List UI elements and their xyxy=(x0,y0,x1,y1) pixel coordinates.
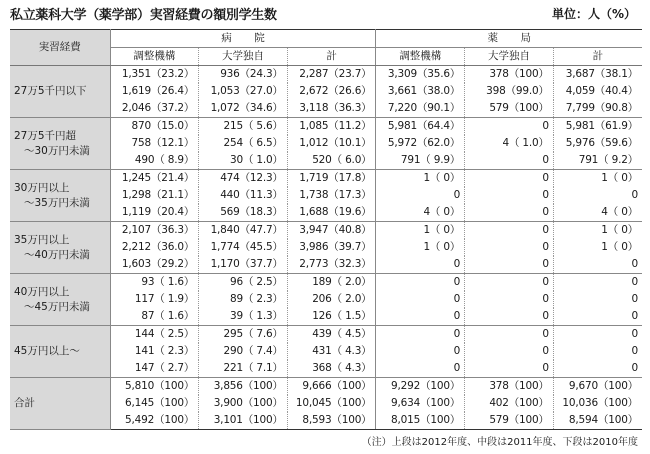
cell-hospital-total: 520（ 6.0） xyxy=(287,152,376,170)
cell-pharmacy-coordination: 791（ 9.9） xyxy=(376,152,465,170)
group-label xyxy=(10,326,110,378)
cell-pharmacy-total: 1（ 0） xyxy=(601,172,638,184)
cell-pharmacy-total: 5,976（59.6） xyxy=(565,137,638,149)
cell-hospital-coordination: 870（15.0） xyxy=(110,118,199,136)
cell-hospital-total: 3,986（39.7） xyxy=(287,239,376,256)
cell-hospital-coordination: 87（ 1.6） xyxy=(110,308,199,326)
cell-pharmacy-university: 0 xyxy=(465,187,554,204)
group-label xyxy=(10,118,110,170)
cell-pharmacy-total: 1（ 0） xyxy=(601,241,638,253)
cell-hospital-total: 2,287（23.7） xyxy=(287,66,376,84)
cell-hospital-coordination: 5,810（100） xyxy=(110,378,199,396)
cell-pharmacy-university: 0 xyxy=(465,239,554,256)
cell-hospital-coordination: 1,298（21.1） xyxy=(110,187,199,204)
cell-hospital-total: 1,719（17.8） xyxy=(287,170,376,188)
cell-hospital-university: 474（12.3） xyxy=(199,170,288,188)
cell-pharmacy-coordination: 9,634（100） xyxy=(376,395,465,412)
cell-pharmacy-coordination: 3,661（38.0） xyxy=(376,83,465,100)
cell-pharmacy-university: 398（99.0） xyxy=(465,83,554,100)
cell-pharmacy-coordination: 0 xyxy=(376,256,465,274)
group-label-line1: 45万円以上〜 xyxy=(14,345,80,357)
group-label-line1: 30万円以上 xyxy=(14,181,70,194)
cell-hospital-university: 295（ 7.6） xyxy=(199,326,288,344)
header-hospital: 病 院 xyxy=(110,30,376,48)
cell-hospital-coordination: 490（ 8.9） xyxy=(110,152,199,170)
cell-hospital-coordination: 1,119（20.4） xyxy=(110,204,199,222)
cell-pharmacy-coordination: 0 xyxy=(376,343,465,360)
cell-pharmacy-university: 378（100） xyxy=(465,378,554,396)
table-row xyxy=(10,170,642,188)
cell-pharmacy-university: 0 xyxy=(465,360,554,378)
cell-hospital-coordination: 141（ 2.3） xyxy=(110,343,199,360)
cell-pharmacy-coordination: 5,972（62.0） xyxy=(376,135,465,152)
cell-pharmacy-coordination: 1（ 0） xyxy=(376,170,465,188)
cell-pharmacy-university: 0 xyxy=(465,274,554,292)
cell-hospital-total: 3,118（36.3） xyxy=(287,100,376,118)
cell-hospital-total: 10,045（100） xyxy=(287,395,376,412)
cell-pharmacy-coordination: 0 xyxy=(376,326,465,344)
cell-pharmacy-total: 10,036（100） xyxy=(562,397,638,409)
cell-pharmacy-total: 0 xyxy=(553,256,642,274)
cell-pharmacy-coordination: 0 xyxy=(376,187,465,204)
cell-hospital-university: 1,170（37.7） xyxy=(199,256,288,274)
cell-hospital-coordination: 1,245（21.4） xyxy=(110,170,199,188)
header-sub-hospital-university: 大学独自 xyxy=(199,48,288,66)
cell-hospital-total: 1,688（19.6） xyxy=(287,204,376,222)
group-label-line2: 〜40万円未満 xyxy=(24,248,90,261)
group-label-line1: 27万5千円以下 xyxy=(14,85,87,97)
cell-hospital-total: 8,593（100） xyxy=(287,412,376,430)
cell-pharmacy-total: 791（ 9.2） xyxy=(553,152,642,170)
unit-label: 単位：人（%） xyxy=(551,7,636,21)
cell-pharmacy-coordination: 1（ 0） xyxy=(376,222,465,240)
cell-pharmacy-coordination: 0 xyxy=(376,360,465,378)
cell-pharmacy-coordination: 0 xyxy=(376,308,465,326)
cell-hospital-coordination: 2,212（36.0） xyxy=(110,239,199,256)
cell-hospital-university: 221（ 7.1） xyxy=(199,360,288,378)
cell-hospital-university: 3,900（100） xyxy=(199,395,288,412)
table-row xyxy=(10,118,642,136)
cell-hospital-university: 30（ 1.0） xyxy=(199,152,288,170)
cell-hospital-coordination: 117（ 1.9） xyxy=(110,291,199,308)
cell-pharmacy-total: 3,687（38.1） xyxy=(565,68,638,80)
cell-hospital-coordination: 2,107（36.3） xyxy=(110,222,199,240)
cell-hospital-university: 1,072（34.6） xyxy=(199,100,288,118)
cell-hospital-total: 2,773（32.3） xyxy=(287,256,376,274)
table-row xyxy=(10,222,642,240)
cell-pharmacy-coordination: 5,981（64.4） xyxy=(376,118,465,136)
cell-pharmacy-university: 0 xyxy=(465,118,554,136)
cell-pharmacy-coordination: 4（ 0） xyxy=(376,204,465,222)
cell-hospital-total: 1,085（11.2） xyxy=(287,118,376,136)
cell-pharmacy-university: 0 xyxy=(465,152,554,170)
group-label-line2: 〜35万円未満 xyxy=(24,196,90,209)
cell-hospital-university: 254（ 6.5） xyxy=(199,135,288,152)
cell-pharmacy-university: 0 xyxy=(465,204,554,222)
cell-hospital-university: 290（ 7.4） xyxy=(199,343,288,360)
page-title: 私立薬科大学（薬学部）実習経費の額別学生数 xyxy=(10,8,277,23)
cell-pharmacy-coordination: 1（ 0） xyxy=(376,239,465,256)
cell-hospital-coordination: 1,603（29.2） xyxy=(110,256,199,274)
cell-pharmacy-total: 0 xyxy=(631,189,638,201)
cell-pharmacy-university: 378（100） xyxy=(465,66,554,84)
cell-hospital-university: 39（ 1.3） xyxy=(199,308,288,326)
table-row xyxy=(10,274,642,292)
cell-pharmacy-university: 0 xyxy=(465,326,554,344)
cell-hospital-university: 96（ 2.5） xyxy=(199,274,288,292)
header-expense-label: 実習経費 xyxy=(10,30,110,66)
cell-pharmacy-university: 0 xyxy=(465,256,554,274)
cell-hospital-university: 1,053（27.0） xyxy=(199,83,288,100)
cell-pharmacy-coordination: 9,292（100） xyxy=(376,378,465,396)
cell-pharmacy-total: 0 xyxy=(631,293,638,305)
cell-hospital-total: 126（ 1.5） xyxy=(287,308,376,326)
cell-pharmacy-coordination: 7,220（90.1） xyxy=(376,100,465,118)
header-sub-pharmacy-total: 計 xyxy=(553,48,642,66)
cell-hospital-coordination: 2,046（37.2） xyxy=(110,100,199,118)
group-label xyxy=(10,66,110,118)
cell-hospital-coordination: 5,492（100） xyxy=(110,412,199,430)
cell-pharmacy-total: 0 xyxy=(631,276,638,288)
group-label-line1: 27万5千円超 xyxy=(14,129,77,142)
cell-pharmacy-university: 0 xyxy=(465,222,554,240)
cell-hospital-total: 206（ 2.0） xyxy=(287,291,376,308)
group-label xyxy=(10,274,110,326)
cell-hospital-university: 569（18.3） xyxy=(199,204,288,222)
cell-pharmacy-total: 0 xyxy=(553,308,642,326)
cell-hospital-university: 936（24.3） xyxy=(199,66,288,84)
header-sub-pharmacy-university: 大学独自 xyxy=(465,48,554,66)
group-label-line1: 40万円以上 xyxy=(14,285,70,298)
cell-hospital-total: 9,666（100） xyxy=(287,378,376,396)
cell-hospital-coordination: 147（ 2.7） xyxy=(110,360,199,378)
cell-pharmacy-total: 7,799（90.8） xyxy=(553,100,642,118)
cell-hospital-university: 1,840（47.7） xyxy=(199,222,288,240)
student-count-table xyxy=(10,29,642,430)
header-sub-pharmacy-coordination: 調整機構 xyxy=(376,48,465,66)
cell-pharmacy-coordination: 0 xyxy=(376,274,465,292)
cell-hospital-total: 439（ 4.5） xyxy=(287,326,376,344)
cell-pharmacy-total: 5,981（61.9） xyxy=(565,120,638,132)
cell-pharmacy-total: 1（ 0） xyxy=(601,224,638,236)
group-label-line1: 35万円以上 xyxy=(14,233,70,246)
cell-hospital-university: 440（11.3） xyxy=(199,187,288,204)
cell-pharmacy-total: 0 xyxy=(631,345,638,357)
group-label-line2: 〜30万円未満 xyxy=(24,144,90,157)
cell-pharmacy-university: 0 xyxy=(465,308,554,326)
cell-hospital-total: 1,012（10.1） xyxy=(287,135,376,152)
cell-pharmacy-university: 0 xyxy=(465,343,554,360)
cell-pharmacy-total: 4（ 0） xyxy=(553,204,642,222)
cell-pharmacy-university: 0 xyxy=(465,170,554,188)
cell-pharmacy-total: 4,059（40.4） xyxy=(565,85,638,97)
footnote: （注）上段は2012年度、中段は2011年度、下段は2010年度 xyxy=(361,437,638,448)
cell-pharmacy-coordination: 0 xyxy=(376,291,465,308)
table-row xyxy=(10,326,642,344)
cell-pharmacy-total: 8,594（100） xyxy=(553,412,642,430)
cell-hospital-total: 2,672（26.6） xyxy=(287,83,376,100)
cell-hospital-coordination: 1,619（26.4） xyxy=(110,83,199,100)
cell-hospital-university: 215（ 5.6） xyxy=(199,118,288,136)
group-label-line2: 〜45万円未満 xyxy=(24,300,90,313)
header-sub-hospital-coordination: 調整機構 xyxy=(110,48,199,66)
cell-pharmacy-coordination: 8,015（100） xyxy=(376,412,465,430)
cell-hospital-university: 89（ 2.3） xyxy=(199,291,288,308)
cell-pharmacy-university: 579（100） xyxy=(465,100,554,118)
cell-hospital-total: 431（ 4.3） xyxy=(287,343,376,360)
cell-hospital-university: 3,101（100） xyxy=(199,412,288,430)
table-row xyxy=(10,66,642,84)
group-label-line1: 合計 xyxy=(14,397,35,409)
cell-hospital-total: 1,738（17.3） xyxy=(287,187,376,204)
cell-hospital-total: 189（ 2.0） xyxy=(287,274,376,292)
group-label xyxy=(10,170,110,222)
group-label xyxy=(10,222,110,274)
cell-hospital-coordination: 144（ 2.5） xyxy=(110,326,199,344)
cell-hospital-total: 3,947（40.8） xyxy=(287,222,376,240)
table-body xyxy=(10,66,642,430)
cell-hospital-coordination: 6,145（100） xyxy=(110,395,199,412)
cell-pharmacy-university: 402（100） xyxy=(465,395,554,412)
cell-hospital-university: 3,856（100） xyxy=(199,378,288,396)
group-label xyxy=(10,378,110,430)
cell-hospital-coordination: 1,351（23.2） xyxy=(110,66,199,84)
cell-pharmacy-university: 4（ 1.0） xyxy=(465,135,554,152)
cell-hospital-coordination: 93（ 1.6） xyxy=(110,274,199,292)
cell-hospital-university: 1,774（45.5） xyxy=(199,239,288,256)
cell-pharmacy-total: 9,670（100） xyxy=(568,380,638,392)
cell-pharmacy-university: 579（100） xyxy=(465,412,554,430)
header-pharmacy: 薬 局 xyxy=(376,30,642,48)
cell-pharmacy-coordination: 3,309（35.6） xyxy=(376,66,465,84)
table-row xyxy=(10,378,642,396)
cell-pharmacy-total: 0 xyxy=(553,360,642,378)
cell-pharmacy-university: 0 xyxy=(465,291,554,308)
cell-hospital-total: 368（ 4.3） xyxy=(287,360,376,378)
cell-hospital-coordination: 758（12.1） xyxy=(110,135,199,152)
cell-pharmacy-total: 0 xyxy=(631,328,638,340)
header-sub-hospital-total: 計 xyxy=(287,48,376,66)
